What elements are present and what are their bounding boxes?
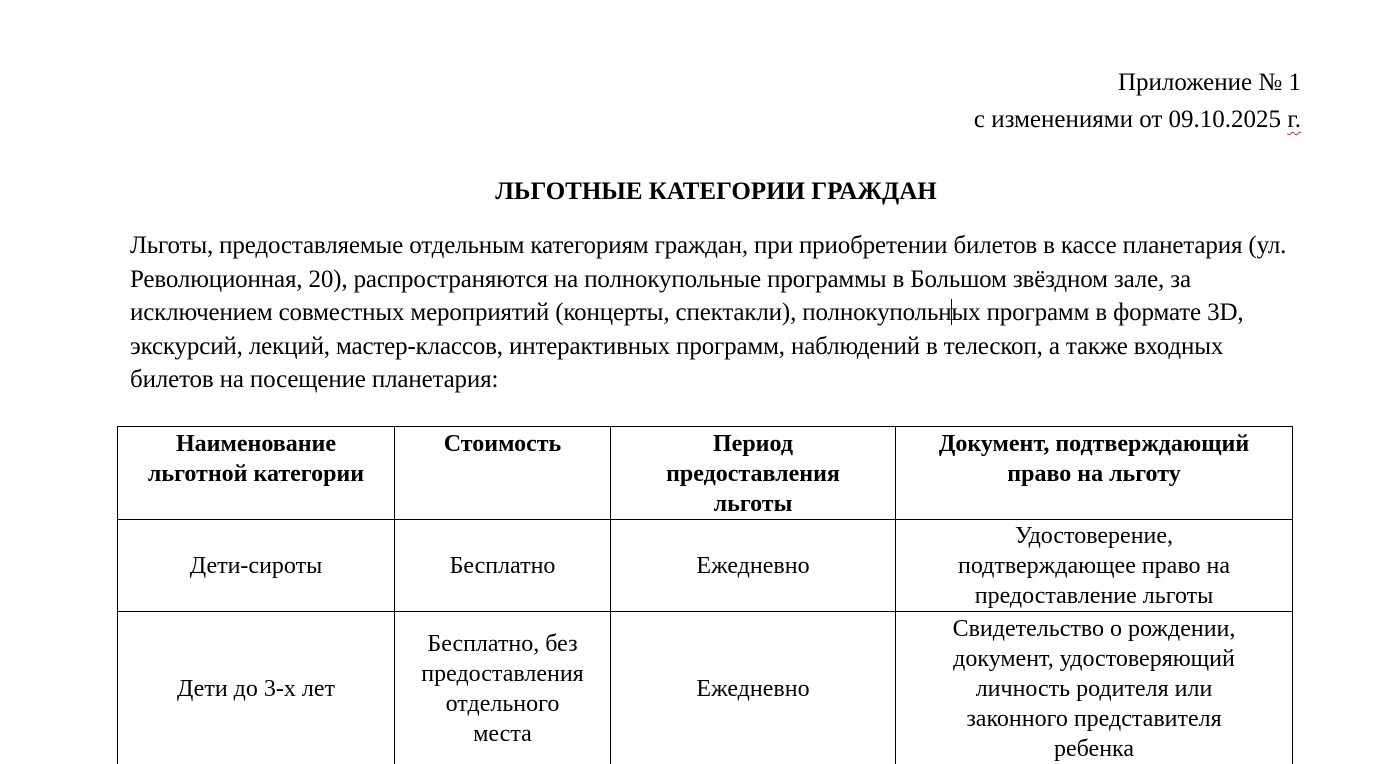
cell-document — [896, 520, 1293, 612]
table-row — [118, 612, 1293, 764]
cell-cost — [395, 520, 611, 612]
table-header-row — [118, 427, 1293, 520]
cell-line: места — [473, 720, 532, 747]
header-line: льготной категории — [147, 461, 365, 487]
header-document — [896, 427, 1293, 520]
cell-line: законного представителя — [966, 705, 1222, 732]
intro-paragraph[interactable] — [130, 229, 1302, 397]
cell-line: Удостоверение, — [1014, 522, 1174, 549]
cell-line: личность родителя или — [975, 675, 1213, 702]
cell-line: ребенка — [1054, 735, 1134, 762]
header-category — [118, 427, 395, 520]
cell-line: Бесплатно — [449, 552, 556, 579]
benefits-table — [117, 426, 1293, 764]
intro-text-part-2: ых программ в формате 3D, экскурсий, лекций, мастер-классов, интерактивных программ, наблюдений в телескоп, а также входных билетов на посещение планетария: — [130, 299, 1244, 393]
header-period — [611, 427, 896, 520]
appendix-number: Приложение № 1 — [1117, 69, 1301, 96]
cell-period: Ежедневно — [611, 520, 896, 612]
cell-line: отдельного — [445, 690, 560, 717]
header-line: право на льготу — [1007, 461, 1181, 487]
header-line: Стоимость — [443, 431, 562, 457]
appendix-revision-text: с изменениями от 09.10.2025 — [973, 106, 1288, 133]
table-row — [118, 520, 1293, 612]
cell-category: Дети до 3-х лет — [118, 612, 395, 764]
cell-line: подтверждающее право на — [957, 552, 1230, 579]
cell-line: Свидетельство о рождении, — [952, 615, 1236, 642]
cell-line: Бесплатно, без — [427, 630, 578, 657]
cell-document — [896, 612, 1293, 764]
cell-line: документ, удостоверяющий — [953, 645, 1235, 672]
header-line: предоставления — [666, 461, 840, 487]
header-line: льготы — [713, 491, 793, 517]
document-title: ЛЬГОТНЫЕ КАТЕГОРИИ ГРАЖДАН — [495, 178, 937, 205]
header-line: Документ, подтверждающий — [938, 431, 1250, 457]
intro-text-part-1: Льготы, предоставляемые отдельным категориям граждан, при приобретении билетов в кассе планетария (ул. Революционная, 20), распространяются на полнокупольные программы в Большом звёздном зале, за исключением совместных мероприятий (концерты, спектакли), полнокупольн — [130, 232, 1287, 326]
appendix-header — [974, 64, 1301, 138]
header-cost — [395, 427, 611, 520]
header-line: Период — [713, 431, 793, 457]
appendix-revision-date — [974, 101, 1301, 138]
spellcheck-flagged-word[interactable]: г. — [1287, 106, 1301, 133]
cell-category: Дети-сироты — [118, 520, 395, 612]
cell-period: Ежедневно — [611, 612, 896, 764]
cell-line: предоставление льготы — [974, 582, 1214, 609]
header-line: Наименование — [176, 431, 336, 457]
cell-line: предоставления — [421, 660, 584, 687]
cell-cost — [395, 612, 611, 764]
